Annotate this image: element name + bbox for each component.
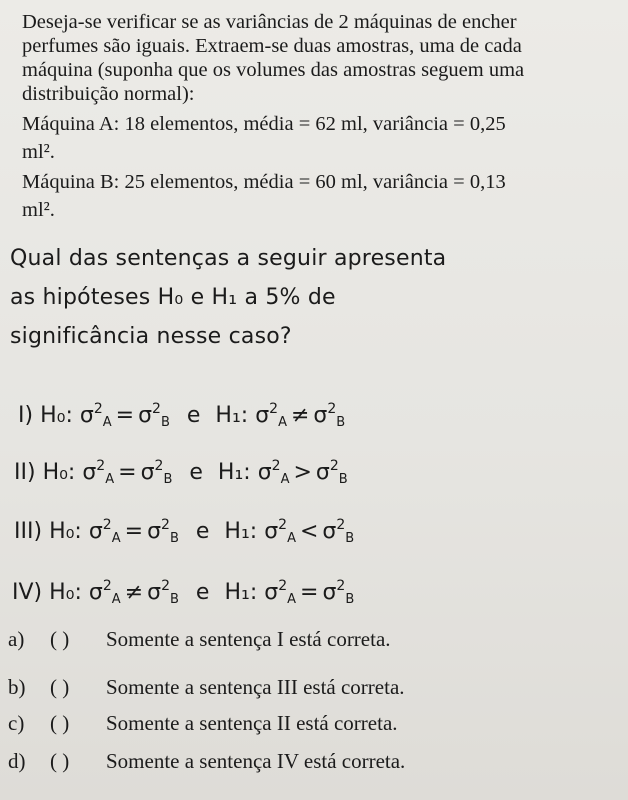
option-checkbox[interactable]: ( )	[50, 675, 70, 699]
h1-prefix: H₁:	[217, 460, 251, 485]
hypothesis-label: II)	[14, 460, 36, 485]
sigma-symbol: σ	[313, 403, 328, 428]
problem-line: distribuição normal):	[22, 83, 195, 105]
subscript-a: A	[280, 472, 290, 487]
option-b[interactable]	[8, 674, 405, 700]
sigma-symbol: σ	[138, 403, 153, 428]
sigma-symbol: σ	[255, 403, 270, 428]
option-letter: b)	[8, 675, 26, 699]
sigma-symbol: σ	[147, 519, 162, 544]
h1-prefix: H₁:	[224, 580, 258, 605]
exponent: 2	[102, 517, 112, 533]
problem-line: perfumes são iguais. Extraem-se duas amostras, uma de cada	[22, 35, 522, 57]
hypothesis-2	[14, 452, 348, 494]
machine-a-line: Máquina A: 18 elementos, média = 62 ml, variância = 0,25	[22, 113, 506, 135]
option-text: Somente a sentença II está correta.	[106, 711, 398, 735]
question-line: significância nesse caso?	[10, 324, 292, 349]
h1-prefix: H₁:	[215, 403, 249, 428]
hypothesis-1	[18, 395, 345, 437]
machine-b-line: Máquina B: 25 elementos, média = 60 ml, variância = 0,13	[22, 171, 506, 193]
conjunction: e	[195, 580, 210, 605]
option-d[interactable]	[8, 748, 405, 774]
exponent: 2	[93, 401, 103, 417]
exponent: 2	[161, 578, 170, 594]
h0-prefix: H₀:	[49, 519, 82, 544]
subscript-b: B	[345, 592, 355, 607]
option-letter: d)	[8, 749, 26, 773]
hypothesis-label: IV)	[12, 580, 43, 605]
subscript-a: A	[287, 592, 297, 607]
option-checkbox[interactable]: ( )	[50, 749, 70, 773]
option-checkbox[interactable]: ( )	[50, 711, 70, 735]
hypothesis-4	[12, 572, 354, 614]
problem-line: Deseja-se verificar se as variâncias de 2 máquinas de encher	[22, 11, 517, 33]
subscript-b: B	[163, 472, 173, 487]
conjunction: e	[186, 403, 201, 428]
option-text: Somente a sentença I está correta.	[106, 627, 391, 651]
exponent: 2	[271, 458, 281, 474]
h1-relation: <	[299, 519, 319, 544]
h0-relation: ≠	[124, 580, 144, 605]
h1-relation: >	[293, 460, 312, 485]
exponent: 2	[329, 458, 339, 474]
machine-a-unit: ml².	[22, 141, 55, 163]
exponent: 2	[161, 517, 170, 533]
h1-relation: ≠	[290, 403, 310, 428]
conjunction: e	[195, 519, 210, 544]
exponent: 2	[269, 401, 279, 417]
sigma-symbol: σ	[322, 580, 337, 605]
subscript-a: A	[111, 531, 121, 546]
question-line: as hipóteses H₀ e H₁ a 5% de	[10, 285, 336, 310]
option-c[interactable]	[8, 710, 398, 736]
exponent: 2	[154, 458, 164, 474]
exponent: 2	[336, 578, 346, 594]
h1-relation: =	[300, 580, 319, 605]
hypothesis-3	[14, 511, 354, 553]
h0-relation: =	[124, 519, 144, 544]
option-text: Somente a sentença III está correta.	[106, 675, 405, 699]
exponent: 2	[336, 517, 346, 533]
subscript-b: B	[338, 472, 348, 487]
exponent: 2	[152, 401, 161, 417]
exponent: 2	[96, 458, 106, 474]
problem-line: máquina (suponha que os volumes das amostras seguem uma	[22, 59, 525, 81]
option-text: Somente a sentença IV está correta.	[106, 749, 406, 773]
sigma-symbol: σ	[264, 519, 279, 544]
hypothesis-label: III)	[14, 519, 43, 544]
exponent: 2	[327, 401, 337, 417]
h0-relation: =	[115, 403, 135, 428]
sigma-symbol: σ	[322, 519, 337, 544]
sigma-symbol: σ	[264, 580, 279, 605]
exponent: 2	[102, 578, 112, 594]
subscript-a: A	[278, 415, 287, 430]
subscript-a: A	[102, 415, 112, 430]
exponent: 2	[278, 578, 288, 594]
sigma-symbol: σ	[88, 519, 103, 544]
conjunction: e	[189, 460, 203, 485]
subscript-b: B	[169, 531, 179, 546]
option-a[interactable]	[8, 626, 391, 652]
subscript-a: A	[105, 472, 115, 487]
subscript-b: B	[336, 415, 346, 430]
subscript-b: B	[345, 531, 355, 546]
machine-b-unit: ml².	[22, 199, 55, 221]
exponent: 2	[278, 517, 288, 533]
sigma-symbol: σ	[315, 460, 330, 485]
sigma-symbol: σ	[147, 580, 162, 605]
h0-prefix: H₀:	[49, 580, 82, 605]
subscript-a: A	[287, 531, 296, 546]
question-line: Qual das sentenças a seguir apresenta	[10, 246, 447, 271]
subscript-a: A	[111, 592, 121, 607]
option-letter: c)	[8, 711, 25, 735]
subscript-b: B	[160, 415, 170, 430]
sigma-symbol: σ	[88, 580, 103, 605]
h1-prefix: H₁:	[224, 519, 258, 544]
option-checkbox[interactable]: ( )	[50, 627, 70, 651]
h0-prefix: H₀:	[40, 403, 73, 428]
sigma-symbol: σ	[140, 460, 155, 485]
hypothesis-label: I)	[18, 403, 34, 428]
sigma-symbol: σ	[82, 460, 97, 485]
h0-prefix: H₀:	[42, 460, 76, 485]
h0-relation: =	[118, 460, 137, 485]
sigma-symbol: σ	[257, 460, 272, 485]
option-letter: a)	[8, 627, 25, 651]
subscript-b: B	[170, 592, 179, 607]
sigma-symbol: σ	[79, 403, 94, 428]
